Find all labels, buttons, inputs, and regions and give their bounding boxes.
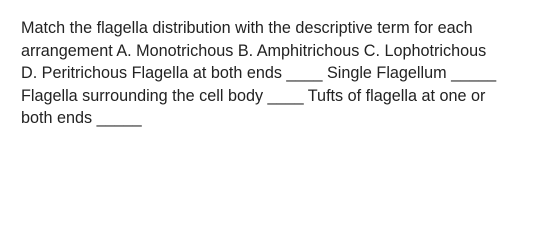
question-line: arrangement A. Monotrichous B. Amphitrichous C. Lophotrichous (21, 41, 487, 60)
question-text (21, 17, 541, 130)
question-line: Match the flagella distribution with the descriptive term for each (21, 19, 473, 37)
question-line: D. Peritrichous Flagella at both ends ____ Single Flagellum _____ (21, 64, 497, 82)
question-line: both ends _____ (21, 109, 142, 127)
question-line: Flagella surrounding the cell body ____ Tufts of flagella at one or (21, 86, 486, 105)
